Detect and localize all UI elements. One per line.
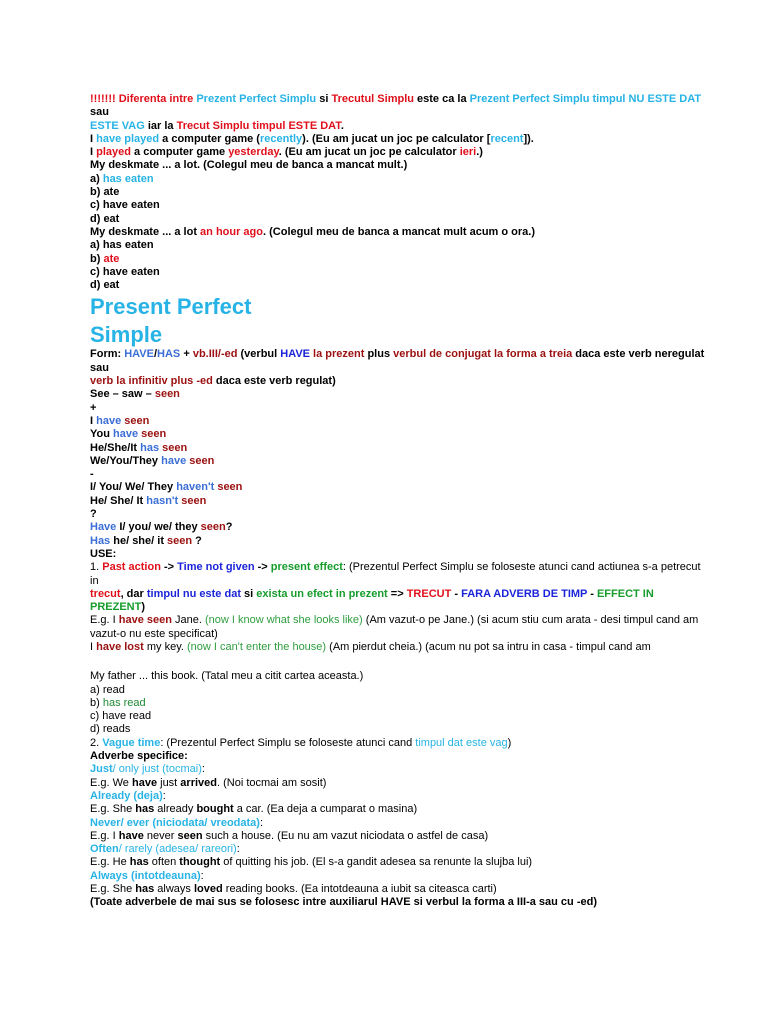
text-run: - (587, 587, 597, 600)
text-run: thought (179, 856, 221, 869)
text-line (90, 348, 708, 375)
text-run: b) (90, 252, 104, 265)
text-run: E.g. I (90, 829, 119, 842)
text-run: / only just (tocmai) (112, 763, 202, 776)
text-run: FARA ADVERB DE TIMP (461, 587, 588, 600)
text-run: E.g. I (90, 614, 119, 627)
text-line (90, 710, 708, 723)
text-line (90, 896, 708, 909)
text-run: 1. (90, 561, 103, 574)
text-run: / (153, 348, 158, 361)
text-run: seen (214, 481, 243, 494)
blank-line (90, 654, 708, 670)
text-run: ate (103, 252, 120, 265)
text-run: My deskmate ... a lot. (Colegul meu de banca a mancat mult.) (90, 159, 408, 172)
text-line (90, 388, 708, 401)
text-run: have played (96, 132, 160, 145)
text-run: - (90, 468, 94, 481)
text-run: Adverbe specifice: (90, 750, 188, 763)
text-line (90, 415, 708, 428)
text-run: he/ she/ it (110, 534, 168, 547)
text-line (90, 830, 708, 843)
text-run: trecut (90, 587, 121, 600)
text-run: ) (141, 601, 146, 614)
text-run: just (157, 776, 181, 789)
text-run: played (96, 146, 131, 159)
text-line (90, 843, 708, 856)
text-run: We/You/They (90, 454, 162, 467)
text-run: d) eat (90, 212, 120, 225)
text-run: + (180, 348, 193, 361)
text-run: seen (186, 454, 215, 467)
text-line (90, 213, 708, 226)
text-run: Already (deja) (90, 789, 163, 802)
text-line (90, 777, 708, 790)
text-run: Prezent Perfect Simplu timpul NU ESTE DAT (469, 93, 702, 105)
text-run: (Am pierdut cheia.) (acum nu pot sa intru in casa - timpul cand am (326, 640, 651, 653)
text-run: Have (90, 521, 117, 534)
text-run: TRECUT (406, 587, 452, 600)
text-run: seen (200, 521, 226, 534)
text-run: d) eat (90, 279, 120, 292)
section-heading (90, 321, 708, 348)
text-run: has (135, 883, 155, 896)
text-line (90, 588, 708, 615)
text-run: Often (90, 843, 119, 856)
text-line (90, 737, 708, 750)
text-run: Has (90, 534, 111, 547)
text-run: a computer game (130, 146, 229, 159)
text-line (90, 723, 708, 736)
text-run: He/She/It (90, 441, 141, 454)
text-run: seen (167, 534, 193, 547)
text-run: -> (160, 561, 178, 574)
text-line (90, 199, 708, 212)
text-line (90, 442, 708, 455)
text-run: - (451, 587, 462, 600)
text-run: a car. (Ea deja a cumparat o masina) (233, 803, 418, 816)
text-run: I (90, 146, 97, 159)
text-run: b) (90, 696, 103, 709)
text-run: has read (102, 696, 146, 709)
text-line (90, 279, 708, 292)
text-run: of quitting his job. (El s-a gandit adesea sa renunte la slujba lui) (220, 856, 533, 869)
text-run: have seen (118, 614, 172, 627)
text-run: I (90, 640, 97, 653)
text-run: HAS (157, 348, 181, 361)
text-line (90, 495, 708, 508)
text-run: (Am vazut-o pe Jane.) (si acum stiu cum arata - desi timpul cand am (362, 614, 699, 627)
text-line (90, 684, 708, 697)
text-run: have lost (96, 640, 144, 653)
text-line (90, 481, 708, 494)
text-run: I/ You/ We/ They (90, 481, 177, 494)
text-run: , dar (120, 587, 147, 600)
text-run: c) have eaten (90, 265, 160, 278)
text-run: EFFECT IN PREZENT (90, 587, 654, 614)
text-run: timpul nu este dat (146, 587, 241, 600)
text-run: (verbul (237, 348, 281, 361)
text-line (90, 402, 708, 415)
text-run: Jane. (171, 614, 205, 627)
text-line (90, 803, 708, 816)
text-run: hasn't (146, 494, 179, 507)
text-line (90, 133, 708, 146)
text-run: seen (178, 494, 207, 507)
text-run: verb la infinitiv plus -ed (90, 375, 213, 388)
text-run: : (259, 816, 264, 829)
text-run: have (96, 414, 122, 427)
text-run: ) (507, 736, 512, 749)
text-run: exista un efect in prezent (256, 587, 388, 600)
text-run: vb.III/-ed (192, 348, 238, 361)
text-run: an hour ago (200, 225, 263, 238)
text-run: arrived (180, 776, 217, 789)
text-line (90, 628, 708, 641)
text-line (90, 763, 708, 776)
text-run: always (154, 883, 194, 896)
text-run: : (162, 789, 166, 802)
text-run: has (135, 803, 155, 816)
text-line (90, 548, 708, 561)
text-run: E.g. She (90, 883, 136, 896)
text-run: vazut-o nu este specificat) (90, 627, 218, 640)
text-line (90, 856, 708, 869)
text-run: : (Prezentul Perfect Simplu se foloseste atunci cand actiunea s-a petrecut in (90, 561, 701, 587)
text-run: a) has eaten (90, 239, 154, 252)
text-run: has (129, 856, 149, 869)
text-run: seen (121, 414, 150, 427)
text-line (90, 750, 708, 763)
text-run: E.g. We (90, 776, 132, 789)
text-run: daca este verb neregulat sau (90, 348, 705, 374)
text-line (90, 375, 708, 388)
text-run: Time not given (177, 561, 255, 574)
text-run: verbul de conjugat la forma a treia (393, 348, 573, 361)
text-run: my key. (143, 640, 188, 653)
text-line (90, 120, 708, 133)
text-run: ). (Eu am jucat un joc pe calculator [ (302, 132, 491, 145)
text-line (90, 173, 708, 186)
text-run: Past action (102, 561, 161, 574)
text-run: USE: (90, 547, 117, 560)
text-run: such a house. (Eu nu am vazut niciodata o astfel de casa) (202, 829, 489, 842)
text-run: loved (193, 883, 223, 896)
text-run: E.g. He (90, 856, 130, 869)
text-line (90, 468, 708, 481)
text-run: 2. (90, 736, 103, 749)
text-run: You (90, 428, 114, 441)
text-run: Always (intotdeauna) (90, 869, 201, 882)
text-run: ieri (459, 146, 477, 159)
text-run: HAVE (280, 348, 310, 361)
text-run: timpul dat este vag (415, 736, 508, 749)
text-line (90, 883, 708, 896)
text-run: present effect (270, 561, 343, 574)
text-run: (Toate adverbele de mai sus se folosesc intre auxiliarul HAVE si verbul la forma a III-a sau cu -ed) (90, 896, 597, 909)
text-run: recently (259, 132, 303, 145)
text-run: have (131, 776, 158, 789)
text-run: . (Eu am jucat un joc pe calculator (278, 146, 460, 159)
text-line (90, 817, 708, 830)
text-run: bought (196, 803, 234, 816)
text-run: yesterday (228, 146, 279, 159)
text-run: => (387, 587, 407, 600)
text-run: a) (90, 172, 103, 185)
text-run: See – saw – (90, 388, 155, 401)
text-line (90, 146, 708, 159)
text-run: la prezent (310, 348, 365, 361)
text-run: este ca la (413, 93, 470, 105)
text-run: has eaten (102, 172, 154, 185)
text-run: ESTE VAG (90, 119, 145, 132)
text-run: seen (177, 829, 203, 842)
text-run: sau (90, 106, 109, 119)
text-line (90, 561, 708, 588)
text-run: Vague time (102, 736, 161, 749)
text-run: Present Perfect (90, 294, 252, 320)
text-run: c) have read (90, 710, 152, 723)
text-line (90, 239, 708, 252)
section-heading (90, 293, 708, 320)
text-run: : (Prezentul Perfect Simplu se foloseste atunci cand (160, 736, 416, 749)
text-run: . (340, 119, 344, 132)
text-run: : (201, 763, 205, 776)
text-run: !!!!!!! Diferenta intre (90, 93, 197, 105)
text-run: Trecutul Simplu (331, 93, 414, 105)
text-run: My deskmate ... a lot (90, 225, 201, 238)
text-run: + (90, 401, 97, 414)
text-run: . (Colegul meu de banca a mancat mult acum o ora.) (263, 225, 536, 238)
text-run: Never (90, 816, 121, 829)
text-run: I (90, 414, 97, 427)
text-run: I (90, 132, 97, 145)
text-run: Simple (90, 322, 163, 348)
text-line (90, 455, 708, 468)
text-run: My father ... this book. (Tatal meu a citit cartea aceasta.) (90, 670, 364, 683)
text-run: Prezent Perfect Simplu (196, 93, 317, 105)
text-line (90, 93, 708, 120)
text-line (90, 870, 708, 883)
text-run: iar la (144, 119, 177, 132)
text-run: -> (254, 561, 271, 574)
text-run: recent (490, 132, 524, 145)
text-run: has (140, 441, 160, 454)
text-run: seen (154, 388, 180, 401)
text-run: daca este verb regulat) (212, 375, 336, 388)
text-line (90, 159, 708, 172)
text-run: : (200, 869, 204, 882)
text-run: have (161, 454, 187, 467)
text-run: often (148, 856, 180, 869)
text-line (90, 253, 708, 266)
text-run: seen (159, 441, 188, 454)
text-line (90, 508, 708, 521)
text-run: ? (192, 534, 202, 547)
text-run: / rarely (adesea/ rareori) (118, 843, 237, 856)
text-line (90, 186, 708, 199)
text-run: c) have eaten (90, 199, 160, 212)
text-run: (now I know what she looks like) (204, 614, 363, 627)
text-run: d) reads (90, 723, 131, 736)
text-line (90, 670, 708, 683)
text-run: reading books. (Ea intotdeauna a iubit sa citeasca carti) (222, 883, 497, 896)
text-line (90, 790, 708, 803)
text-line (90, 535, 708, 548)
text-line (90, 697, 708, 710)
text-run: already (154, 803, 197, 816)
text-run: I/ you/ we/ they (116, 521, 201, 534)
text-line (90, 614, 708, 627)
text-run: Trecut Simplu timpul ESTE DAT (176, 119, 341, 132)
text-run: a computer game ( (159, 132, 260, 145)
text-run: Form: (90, 348, 125, 361)
text-run: ]). (523, 132, 534, 145)
text-run: .) (476, 146, 483, 159)
text-run: have (118, 829, 144, 842)
text-run: Just (90, 763, 113, 776)
text-run: b) ate (90, 186, 120, 199)
text-run: si (240, 587, 257, 600)
text-run: . (Noi tocmai am sosit) (217, 776, 327, 789)
text-run: : (236, 843, 240, 856)
text-run: seen (138, 428, 167, 441)
text-run: (now I can't enter the house) (187, 640, 327, 653)
text-run: plus (364, 348, 394, 361)
text-line (90, 226, 708, 239)
text-line (90, 266, 708, 279)
text-run: E.g. She (90, 803, 136, 816)
text-line (90, 521, 708, 534)
text-run: have (113, 428, 139, 441)
text-run: si (316, 93, 332, 105)
text-line (90, 641, 708, 654)
text-run: HAVE (124, 348, 154, 361)
text-run: / ever (niciodata/ vreodata) (120, 816, 260, 829)
text-line (90, 428, 708, 441)
text-run: He/ She/ It (90, 494, 147, 507)
text-run: a) read (90, 683, 125, 696)
text-run: never (143, 829, 178, 842)
text-run: ? (225, 521, 233, 534)
text-run: ? (90, 508, 97, 521)
text-run: haven't (176, 481, 215, 494)
